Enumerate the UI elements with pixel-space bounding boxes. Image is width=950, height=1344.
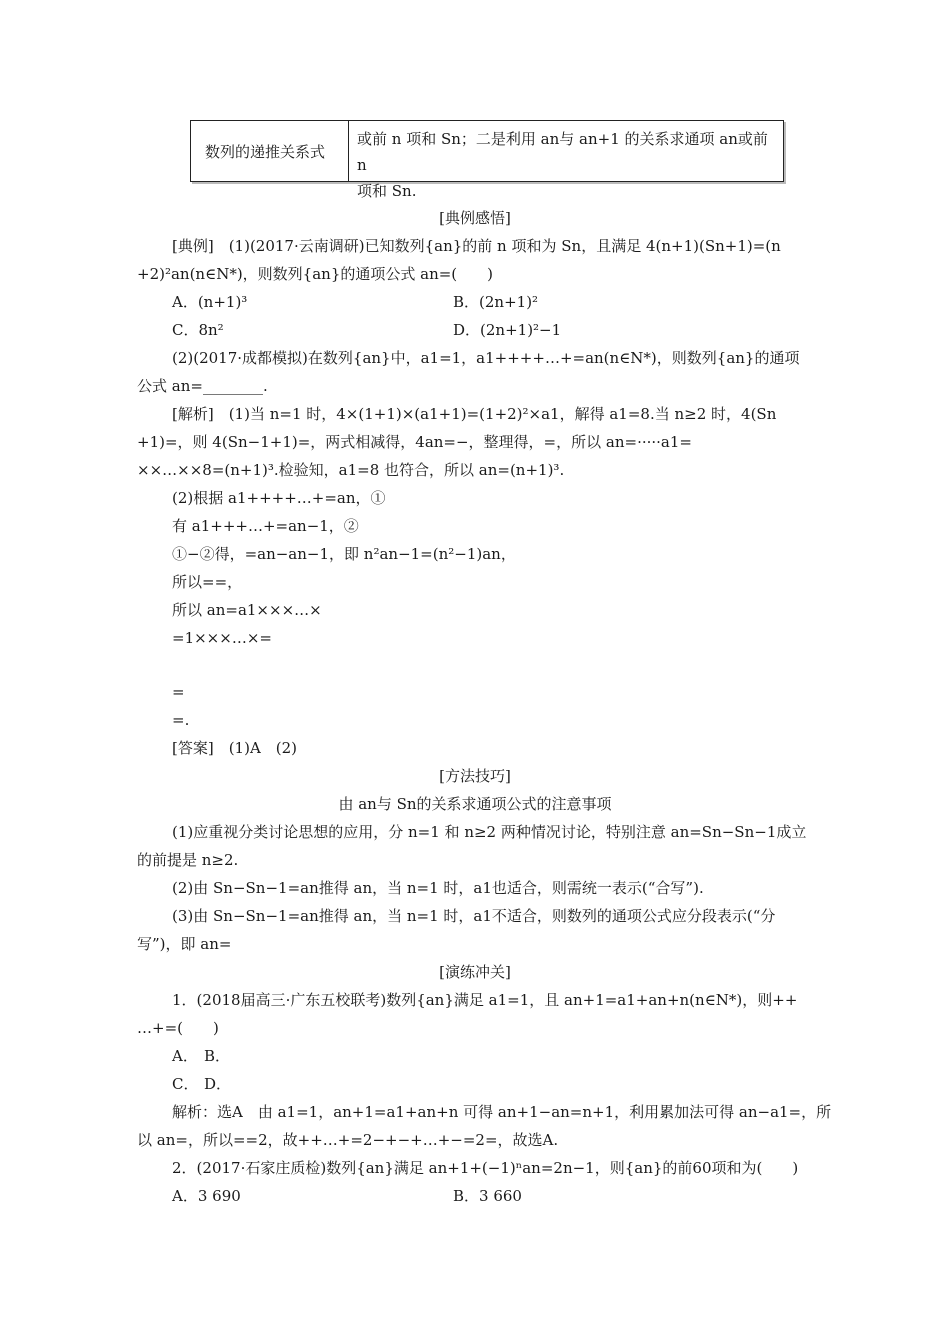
table-content-cell (349, 121, 783, 200)
answer-line: [答案] (1)A (2) (172, 739, 298, 757)
method-line: 写”)，即 an= (137, 935, 232, 953)
section-heading-practice: [演练冲关] (439, 963, 511, 981)
example-question-line: +2)²an(n∈N*)，则数列{an}的通项公式 an=( ) (137, 265, 494, 283)
recurrence-table (190, 120, 784, 200)
table-label-cell: 数列的递推关系式 (191, 121, 349, 181)
solution-line: +1)=，则 4(Sn−1+1)=，两式相减得，4an=−，整理得，=，所以 an=·····a1= (137, 433, 692, 451)
example-question-line: (2)(2017·成都模拟)在数列{an}中，a1=1，a1++++…+=an(n∈N*)，则数列{an}的通项 (172, 349, 800, 367)
table-content-line: 项和 Sn. (357, 182, 417, 200)
choice-c: C．8n² (172, 321, 224, 339)
choice-c: C． (172, 1075, 199, 1093)
choice-a: A．3 690 (172, 1187, 241, 1205)
table-content-line: 或前 n 项和 Sn；二是利用 an与 an+1 的关系求通项 an或前 n (357, 130, 768, 174)
choice-b: B．(2n+1)² (453, 293, 539, 311)
choice-d: D． (204, 1075, 232, 1093)
practice-solution-line: 解析：选A 由 a1=1，an+1=a1+an+n 可得 an+1−an=n+1，利用累加法可得 an−a1=，所 (172, 1103, 832, 1121)
choice-b: B． (204, 1047, 231, 1065)
practice-question-line: …+=( ) (137, 1019, 219, 1037)
choice-a: A．(n+1)³ (172, 293, 248, 311)
practice-solution-line: 以 an=，所以==2，故++…+=2−+−+…+−=2=，故选A. (137, 1131, 559, 1149)
choice-a: A． (172, 1047, 198, 1065)
method-line: (1)应重视分类讨论思想的应用，分 n=1 和 n≥2 两种情况讨论，特别注意 an=Sn−Sn−1成立 (172, 823, 807, 841)
section-heading-methods: [方法技巧] (439, 767, 511, 785)
example-question-line: 公式 an=________. (137, 377, 268, 395)
solution-line: ××…××8=(n+1)³.检验知，a1=8 也符合，所以 an=(n+1)³. (137, 461, 565, 479)
practice-question-line: 1．(2018届高三·广东五校联考)数列{an}满足 a1=1，且 an+1=a1+an+n(n∈N*)，则++ (172, 991, 798, 1009)
solution-line: (2)根据 a1++++…+=an，① (172, 489, 386, 507)
solution-line: 所以 an=a1×××…× (172, 601, 322, 619)
method-line: (2)由 Sn−Sn−1=an推得 an，当 n=1 时，a1也适合，则需统一表示(“合写”). (172, 879, 704, 897)
example-question-line: [典例] (1)(2017·云南调研)已知数列{an}的前 n 项和为 Sn，且满足 4(n+1)(Sn+1)=(n (172, 237, 781, 255)
section-heading-examples: [典例感悟] (439, 209, 511, 227)
method-line: 的前提是 n≥2. (137, 851, 239, 869)
solution-line: =1×××…×= (172, 629, 272, 647)
solution-line: = (172, 683, 185, 701)
solution-line: =. (172, 711, 190, 729)
solution-line: ①−②得，=an−an−1，即 n²an−1=(n²−1)an， (172, 545, 516, 563)
methods-subtitle: 由 an与 Sn的关系求通项公式的注意事项 (338, 795, 612, 813)
solution-line: 有 a1+++…+=an−1，② (172, 517, 359, 535)
choice-b: B．3 660 (453, 1187, 522, 1205)
solution-line: 所以==， (172, 573, 243, 591)
method-line: (3)由 Sn−Sn−1=an推得 an，当 n=1 时，a1不适合，则数列的通项公式应分段表示(“分 (172, 907, 776, 925)
practice-question-line: 2．(2017·石家庄质检)数列{an}满足 an+1+(−1)ⁿan=2n−1，则{an}的前60项和为( ) (172, 1159, 799, 1177)
choice-d: D．(2n+1)²−1 (453, 321, 562, 339)
solution-line: [解析] (1)当 n=1 时，4×(1+1)×(a1+1)=(1+2)²×a1，解得 a1=8.当 n≥2 时，4(Sn (172, 405, 777, 423)
